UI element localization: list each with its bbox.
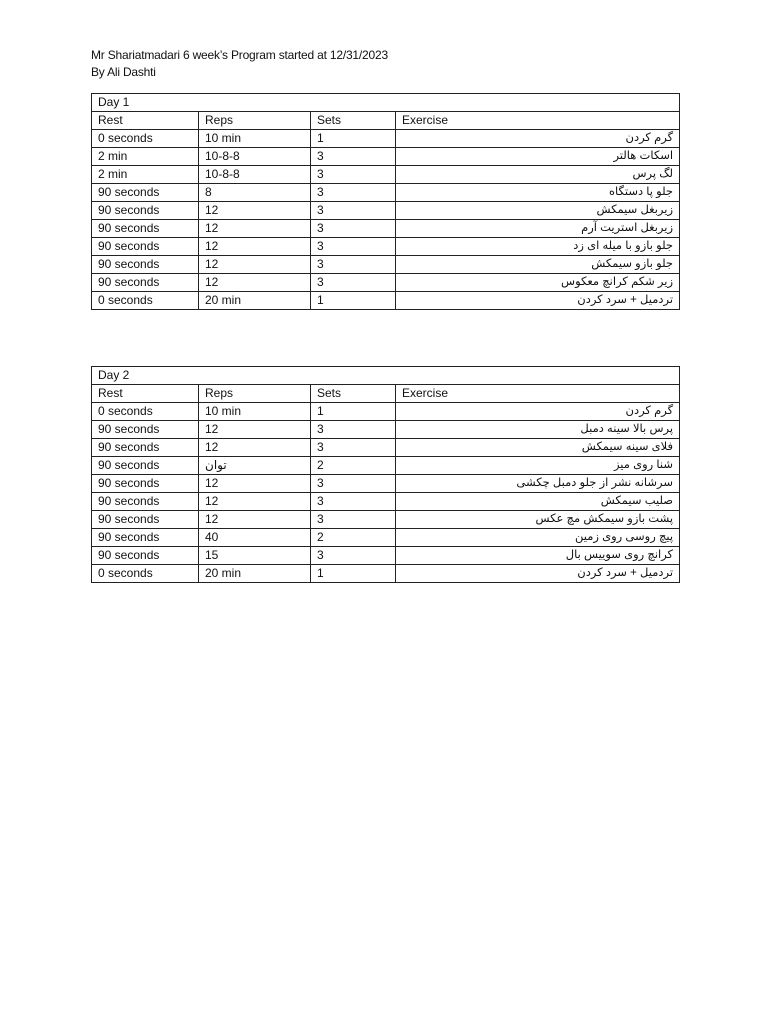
reps-cell: 12 <box>199 202 311 220</box>
sets-cell: 2 <box>311 529 396 547</box>
reps-cell: 12 <box>199 439 311 457</box>
sets-cell: 3 <box>311 148 396 166</box>
column-header-exercise: Exercise <box>396 385 680 403</box>
exercise-cell: صلیب سیمکش <box>396 493 680 511</box>
table-row <box>92 421 680 439</box>
reps-cell: 10-8-8 <box>199 166 311 184</box>
rest-cell: 90 seconds <box>92 529 199 547</box>
reps-cell: 12 <box>199 511 311 529</box>
exercise-cell: فلای سینه سیمکش <box>396 439 680 457</box>
day-title-row <box>92 367 680 385</box>
table-row <box>92 529 680 547</box>
exercise-cell: زیربغل سیمکش <box>396 202 680 220</box>
exercise-cell: کرانچ روی سوییس بال <box>396 547 680 565</box>
exercise-cell: شنا روی میز <box>396 457 680 475</box>
rest-cell: 2 min <box>92 148 199 166</box>
reps-cell: 12 <box>199 220 311 238</box>
program-author: By Ali Dashti <box>91 65 156 79</box>
exercise-cell: اسکات هالتر <box>396 148 680 166</box>
reps-cell: 12 <box>199 493 311 511</box>
exercise-cell: گرم کردن <box>396 130 680 148</box>
sets-cell: 3 <box>311 511 396 529</box>
exercise-cell: پشت بازو سیمکش مچ عکس <box>396 511 680 529</box>
sets-cell: 3 <box>311 202 396 220</box>
sets-cell: 1 <box>311 292 396 310</box>
sets-cell: 1 <box>311 403 396 421</box>
document-header <box>91 47 388 81</box>
sets-cell: 3 <box>311 166 396 184</box>
rest-cell: 90 seconds <box>92 511 199 529</box>
table-row <box>92 274 680 292</box>
table-row <box>92 439 680 457</box>
table-row <box>92 403 680 421</box>
reps-cell: 20 min <box>199 565 311 583</box>
exercise-cell: جلو بازو با میله ای زد <box>396 238 680 256</box>
rest-cell: 0 seconds <box>92 130 199 148</box>
column-header-exercise: Exercise <box>396 112 680 130</box>
sets-cell: 3 <box>311 220 396 238</box>
reps-cell: 10-8-8 <box>199 148 311 166</box>
reps-cell: 8 <box>199 184 311 202</box>
program-title: Mr Shariatmadari 6 week’s Program started at 12/31/2023 <box>91 48 388 62</box>
rest-cell: 90 seconds <box>92 421 199 439</box>
exercise-cell: جلو بازو سیمکش <box>396 256 680 274</box>
column-header-rest: Rest <box>92 112 199 130</box>
table-row <box>92 292 680 310</box>
sets-cell: 3 <box>311 547 396 565</box>
table-row <box>92 565 680 583</box>
exercise-cell: زیربغل استریت آرم <box>396 220 680 238</box>
day-2-table <box>91 366 680 583</box>
sets-cell: 1 <box>311 565 396 583</box>
rest-cell: 90 seconds <box>92 220 199 238</box>
column-header-sets: Sets <box>311 112 396 130</box>
table-row <box>92 220 680 238</box>
exercise-cell: تردمیل + سرد کردن <box>396 292 680 310</box>
table-row <box>92 493 680 511</box>
exercise-cell: لگ پرس <box>396 166 680 184</box>
exercise-cell: جلو پا دستگاه <box>396 184 680 202</box>
column-header-row <box>92 385 680 403</box>
sets-cell: 1 <box>311 130 396 148</box>
rest-cell: 90 seconds <box>92 274 199 292</box>
table-row <box>92 256 680 274</box>
rest-cell: 90 seconds <box>92 202 199 220</box>
reps-cell: توان <box>199 457 311 475</box>
column-header-sets: Sets <box>311 385 396 403</box>
exercise-cell: پیچ روسی روی زمین <box>396 529 680 547</box>
day-title: Day 2 <box>92 367 680 385</box>
sets-cell: 3 <box>311 274 396 292</box>
table-row <box>92 166 680 184</box>
sets-cell: 3 <box>311 238 396 256</box>
day-1-table <box>91 93 680 310</box>
reps-cell: 10 min <box>199 403 311 421</box>
sets-cell: 2 <box>311 457 396 475</box>
table-row <box>92 547 680 565</box>
sets-cell: 3 <box>311 256 396 274</box>
day-title: Day 1 <box>92 94 680 112</box>
sets-cell: 3 <box>311 493 396 511</box>
column-header-rest: Rest <box>92 385 199 403</box>
reps-cell: 15 <box>199 547 311 565</box>
reps-cell: 12 <box>199 256 311 274</box>
rest-cell: 90 seconds <box>92 238 199 256</box>
table-row <box>92 457 680 475</box>
reps-cell: 12 <box>199 475 311 493</box>
exercise-cell: پرس بالا سینه دمبل <box>396 421 680 439</box>
reps-cell: 10 min <box>199 130 311 148</box>
rest-cell: 0 seconds <box>92 292 199 310</box>
rest-cell: 90 seconds <box>92 475 199 493</box>
table-row <box>92 511 680 529</box>
reps-cell: 40 <box>199 529 311 547</box>
table-row <box>92 130 680 148</box>
rest-cell: 90 seconds <box>92 256 199 274</box>
column-header-reps: Reps <box>199 385 311 403</box>
table-row <box>92 184 680 202</box>
exercise-cell: گرم کردن <box>396 403 680 421</box>
exercise-cell: تردمیل + سرد کردن <box>396 565 680 583</box>
rest-cell: 90 seconds <box>92 547 199 565</box>
rest-cell: 90 seconds <box>92 493 199 511</box>
table-row <box>92 148 680 166</box>
day-title-row <box>92 94 680 112</box>
reps-cell: 12 <box>199 274 311 292</box>
reps-cell: 20 min <box>199 292 311 310</box>
column-header-row <box>92 112 680 130</box>
rest-cell: 90 seconds <box>92 457 199 475</box>
exercise-cell: سرشانه نشر از جلو دمبل چکشی <box>396 475 680 493</box>
sets-cell: 3 <box>311 439 396 457</box>
reps-cell: 12 <box>199 421 311 439</box>
sets-cell: 3 <box>311 421 396 439</box>
sets-cell: 3 <box>311 475 396 493</box>
sets-cell: 3 <box>311 184 396 202</box>
rest-cell: 90 seconds <box>92 439 199 457</box>
table-row <box>92 202 680 220</box>
rest-cell: 2 min <box>92 166 199 184</box>
table-row <box>92 238 680 256</box>
rest-cell: 0 seconds <box>92 565 199 583</box>
table-row <box>92 475 680 493</box>
exercise-cell: زیر شکم کرانچ معکوس <box>396 274 680 292</box>
rest-cell: 0 seconds <box>92 403 199 421</box>
column-header-reps: Reps <box>199 112 311 130</box>
reps-cell: 12 <box>199 238 311 256</box>
rest-cell: 90 seconds <box>92 184 199 202</box>
